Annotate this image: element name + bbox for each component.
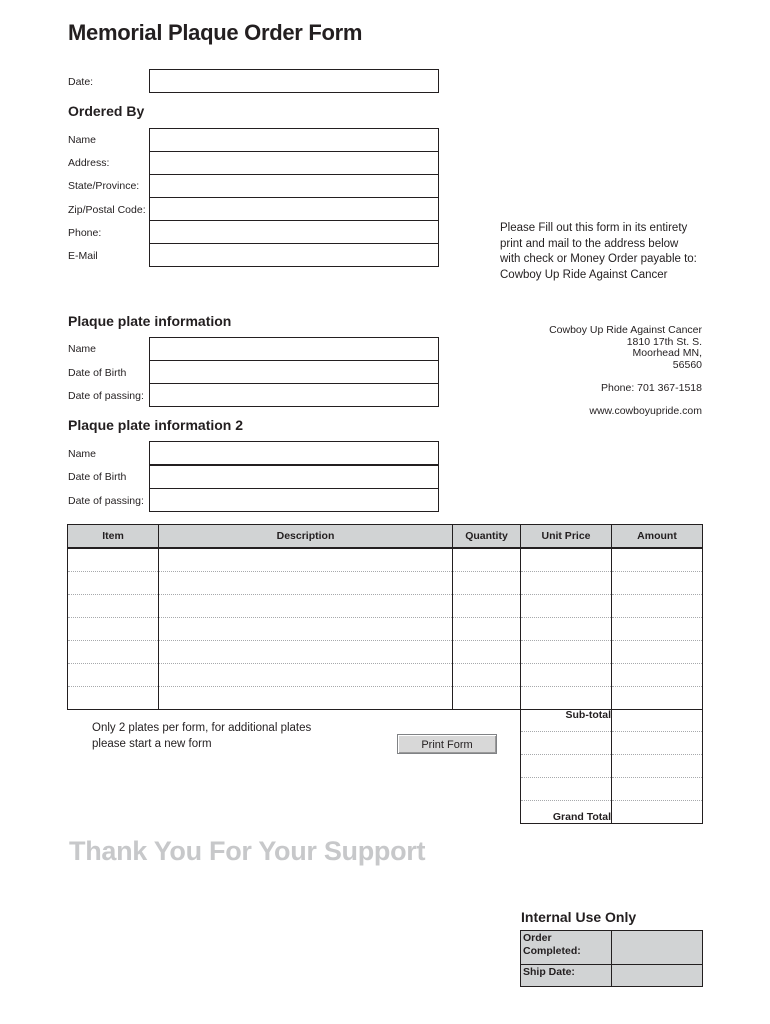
table-cell[interactable] <box>521 572 612 595</box>
table-cell[interactable] <box>521 641 612 664</box>
plaque1-dob-field[interactable] <box>149 360 439 384</box>
table-cell[interactable] <box>68 664 159 687</box>
ordered-name-label: Name <box>68 134 97 146</box>
table-cell[interactable] <box>453 664 521 687</box>
ordered-address-field[interactable] <box>149 151 439 175</box>
internal-use-table <box>520 930 703 987</box>
grand-total-label: Grand Total <box>521 801 612 824</box>
plaque1-passing-field[interactable] <box>149 383 439 407</box>
col-unit-price: Unit Price <box>521 525 612 549</box>
items-table <box>67 524 703 710</box>
date-field[interactable] <box>149 69 439 93</box>
totals-cell[interactable] <box>612 778 703 801</box>
table-cell[interactable] <box>159 595 453 618</box>
ordered-phone-field[interactable] <box>149 220 439 244</box>
thanks-message: Thank You For Your Support <box>69 836 426 866</box>
plates-note-line: Only 2 plates per form, for additional plates <box>92 722 312 734</box>
totals-blank <box>521 778 612 801</box>
ordered-email-label: E-Mail <box>68 250 98 262</box>
subtotal-cell[interactable] <box>612 709 703 732</box>
table-cell[interactable] <box>453 687 521 710</box>
table-cell[interactable] <box>159 548 453 572</box>
instructions <box>500 221 697 283</box>
plaque2-passing-field[interactable] <box>149 488 439 512</box>
grand-total-cell[interactable] <box>612 801 703 824</box>
plaque1-passing-label: Date of passing: <box>68 390 144 402</box>
instructions-line: print and mail to the address below <box>500 237 679 250</box>
table-cell[interactable] <box>68 641 159 664</box>
table-row <box>68 641 703 664</box>
col-description: Description <box>159 525 453 549</box>
table-cell[interactable] <box>521 664 612 687</box>
table-cell[interactable] <box>68 618 159 641</box>
internal-use-heading: Internal Use Only <box>521 909 637 925</box>
col-amount: Amount <box>612 525 703 549</box>
table-row <box>68 618 703 641</box>
table-row <box>68 548 703 572</box>
subtotal-label: Sub-total <box>521 709 612 732</box>
plaque2-heading: Plaque plate information 2 <box>68 417 244 433</box>
table-cell[interactable] <box>68 595 159 618</box>
ordered-zip-label: Zip/Postal Code: <box>68 204 146 216</box>
table-row <box>68 595 703 618</box>
table-cell[interactable] <box>453 595 521 618</box>
table-cell[interactable] <box>521 618 612 641</box>
plates-note-line: please start a new form <box>92 737 212 750</box>
ordered-state-field[interactable] <box>149 174 439 198</box>
order-completed-cell <box>612 931 703 965</box>
plaque1-name-label: Name <box>68 343 97 355</box>
table-cell[interactable] <box>159 664 453 687</box>
table-row <box>68 687 703 710</box>
totals-blank <box>521 755 612 778</box>
table-row <box>68 572 703 595</box>
table-cell[interactable] <box>453 641 521 664</box>
website: www.cowboyupride.com <box>589 405 702 417</box>
table-cell[interactable] <box>612 687 703 710</box>
table-row <box>68 664 703 687</box>
table-cell[interactable] <box>68 572 159 595</box>
mailing-address <box>549 325 702 371</box>
table-cell[interactable] <box>159 618 453 641</box>
instructions-line: with check or Money Order payable to: <box>500 253 697 265</box>
ordered-phone-label: Phone: <box>68 227 102 239</box>
table-cell[interactable] <box>453 572 521 595</box>
table-cell[interactable] <box>159 687 453 710</box>
table-cell[interactable] <box>68 687 159 710</box>
address-line: 56560 <box>672 358 702 371</box>
plaque1-name-field[interactable] <box>149 337 439 361</box>
table-cell[interactable] <box>521 548 612 572</box>
table-cell[interactable] <box>612 641 703 664</box>
address-line: 1810 17th St. S. <box>626 335 702 348</box>
ordered-address-label: Address: <box>68 157 110 169</box>
table-cell[interactable] <box>612 572 703 595</box>
plaque1-dob-label: Date of Birth <box>68 367 127 379</box>
table-cell[interactable] <box>159 641 453 664</box>
plaque2-passing-label: Date of passing: <box>68 495 144 507</box>
table-cell[interactable] <box>521 687 612 710</box>
ordered-name-field[interactable] <box>149 128 439 152</box>
table-cell[interactable] <box>453 548 521 572</box>
table-cell[interactable] <box>612 664 703 687</box>
table-cell[interactable] <box>612 548 703 572</box>
ordered-email-field[interactable] <box>149 243 439 267</box>
date-label: Date: <box>68 76 94 88</box>
ordered-by-heading: Ordered By <box>68 103 145 119</box>
ordered-state-label: State/Province: <box>68 180 140 192</box>
col-item: Item <box>68 525 159 549</box>
ship-date-cell <box>612 965 703 987</box>
address-line: Cowboy Up Ride Against Cancer <box>549 324 702 336</box>
plates-note <box>92 721 311 752</box>
table-cell[interactable] <box>612 595 703 618</box>
order-completed-label: Order Completed: <box>521 931 612 965</box>
table-cell[interactable] <box>68 548 159 572</box>
plaque1-heading: Plaque plate information <box>68 313 232 329</box>
print-form-button[interactable]: Print Form <box>397 734 497 754</box>
totals-cell[interactable] <box>612 732 703 755</box>
page-title: Memorial Plaque Order Form <box>68 20 363 45</box>
plaque2-name-field[interactable] <box>149 441 439 465</box>
ship-date-label: Ship Date: <box>521 965 612 987</box>
plaque2-dob-field[interactable] <box>149 465 439 489</box>
plaque2-dob-label: Date of Birth <box>68 471 127 483</box>
instructions-line: Cowboy Up Ride Against Cancer <box>500 268 668 281</box>
plaque2-name-label: Name <box>68 448 97 460</box>
table-cell[interactable] <box>159 572 453 595</box>
table-cell[interactable] <box>521 595 612 618</box>
phone-number: Phone: 701 367-1518 <box>600 382 702 394</box>
table-cell[interactable] <box>453 618 521 641</box>
instructions-line: Please Fill out this form in its entirety <box>500 222 688 234</box>
totals-blank <box>521 732 612 755</box>
col-quantity: Quantity <box>453 525 521 549</box>
address-line: Moorhead MN, <box>632 347 702 359</box>
totals-cell[interactable] <box>612 755 703 778</box>
ordered-zip-field[interactable] <box>149 197 439 221</box>
totals-table <box>520 709 703 824</box>
table-cell[interactable] <box>612 618 703 641</box>
